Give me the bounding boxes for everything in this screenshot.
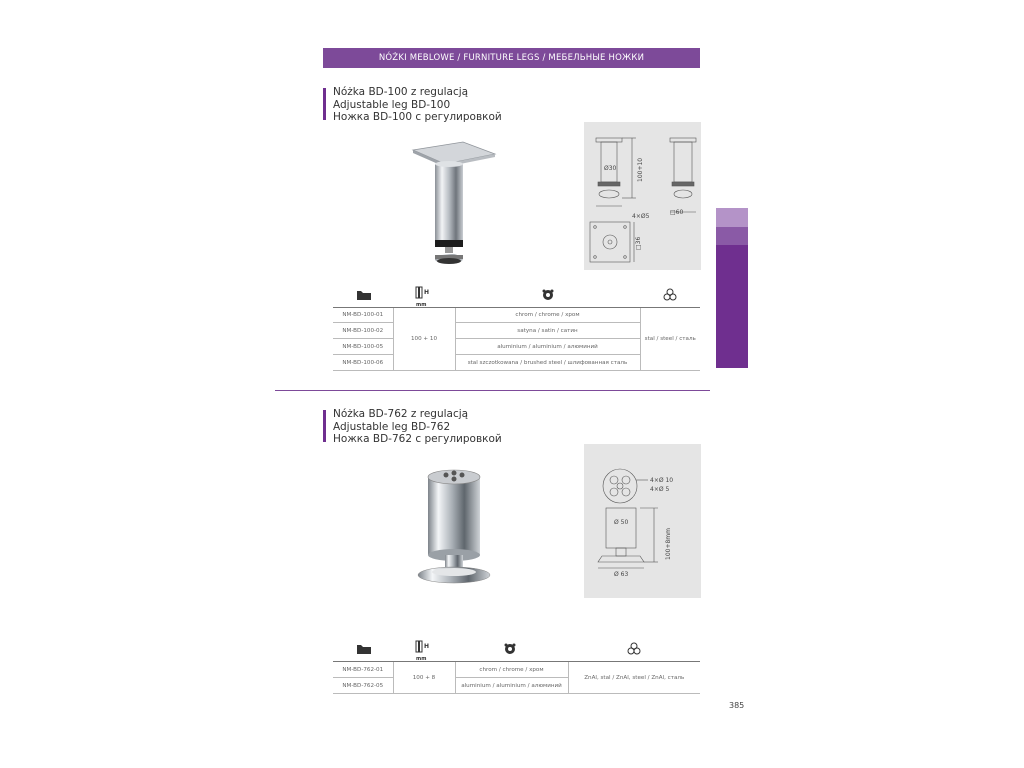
product-code: NM-BD-100-06 — [333, 355, 393, 371]
finish-value: stal szczotkowana / brushed steel / шлифованная сталь — [455, 355, 640, 371]
product2-photo — [414, 465, 494, 591]
page-number: 385 — [729, 701, 745, 710]
product2-title-pl: Nóżka BD-762 z regulacją — [333, 408, 469, 420]
finish-icon — [503, 642, 517, 656]
height-unit: mm — [416, 656, 427, 662]
side-tab-mid — [716, 227, 748, 245]
product2-spec-table — [333, 661, 700, 694]
section-banner: NÓŻKI MEBLOWE / FURNITURE LEGS / МЕБЕЛЬНЫЕ НОЖКИ — [323, 48, 700, 68]
height-mm-icon — [414, 639, 436, 662]
height-value: 100 + 10 — [393, 308, 455, 371]
product2-dim-holes-small: 4×Ø 5 — [650, 486, 670, 493]
product2-dim-base: Ø 63 — [614, 571, 629, 578]
height-mm-icon — [414, 285, 436, 308]
product2-title — [333, 408, 502, 446]
side-tab-dark — [716, 245, 748, 368]
side-tab-light — [716, 208, 748, 227]
product-code: NM-BD-100-01 — [333, 308, 393, 323]
finish-value: chrom / chrome / хром — [455, 308, 640, 323]
product1-dim-height: 100+10 — [637, 157, 644, 182]
title-accent-bar — [323, 88, 326, 120]
product2-title-ru: Ножка BD-762 с регулировкой — [333, 433, 502, 445]
product1-title-ru: Ножка BD-100 с регулировкой — [333, 111, 502, 123]
folder-icon — [356, 643, 372, 655]
material-icon — [663, 288, 677, 302]
section-divider — [275, 390, 710, 391]
product1-dim-plate: □60 — [670, 209, 684, 216]
product1-photo — [405, 140, 505, 272]
product1-dim-diameter: Ø30 — [604, 165, 617, 172]
finish-value: aluminium / aluminium / алюминий — [455, 339, 640, 355]
product2-drawing — [584, 444, 701, 598]
product1-dim-base: □36 — [635, 236, 642, 250]
product2-dim-diameter: Ø 50 — [614, 519, 629, 526]
material-icon — [627, 642, 641, 656]
height-unit: mm — [416, 302, 427, 308]
table-row — [333, 308, 700, 323]
folder-icon — [356, 289, 372, 301]
title-accent-bar — [323, 410, 326, 442]
table-row — [333, 662, 700, 678]
material-value: stal / steel / сталь — [640, 308, 700, 371]
height-value: 100 + 8 — [393, 662, 455, 694]
product-code: NM-BD-762-05 — [333, 678, 393, 694]
product1-title-pl: Nóżka BD-100 z regulacją — [333, 86, 469, 98]
product2-dim-holes-large: 4×Ø 10 — [650, 477, 674, 484]
product1-title — [333, 86, 502, 124]
finish-value: satyna / satin / сатин — [455, 323, 640, 339]
material-value: ZnAl, stal / ZnAl, steel / ZnAl, сталь — [568, 662, 700, 694]
product1-spec-table — [333, 307, 700, 371]
product1-drawing — [584, 122, 701, 270]
finish-icon — [541, 288, 555, 302]
finish-value: aluminium / aluminium / алюминий — [455, 678, 568, 694]
product2-dim-height: 100+8mm — [665, 528, 672, 560]
product-code: NM-BD-762-01 — [333, 662, 393, 678]
product-code: NM-BD-100-02 — [333, 323, 393, 339]
height-letter: H — [424, 643, 430, 650]
product1-dim-holes: 4×Ø5 — [632, 213, 650, 220]
product1-title-en: Adjustable leg BD-100 — [333, 98, 451, 111]
product-code: NM-BD-100-05 — [333, 339, 393, 355]
product2-title-en: Adjustable leg BD-762 — [333, 420, 451, 433]
height-letter: H — [424, 289, 430, 296]
finish-value: chrom / chrome / хром — [455, 662, 568, 678]
